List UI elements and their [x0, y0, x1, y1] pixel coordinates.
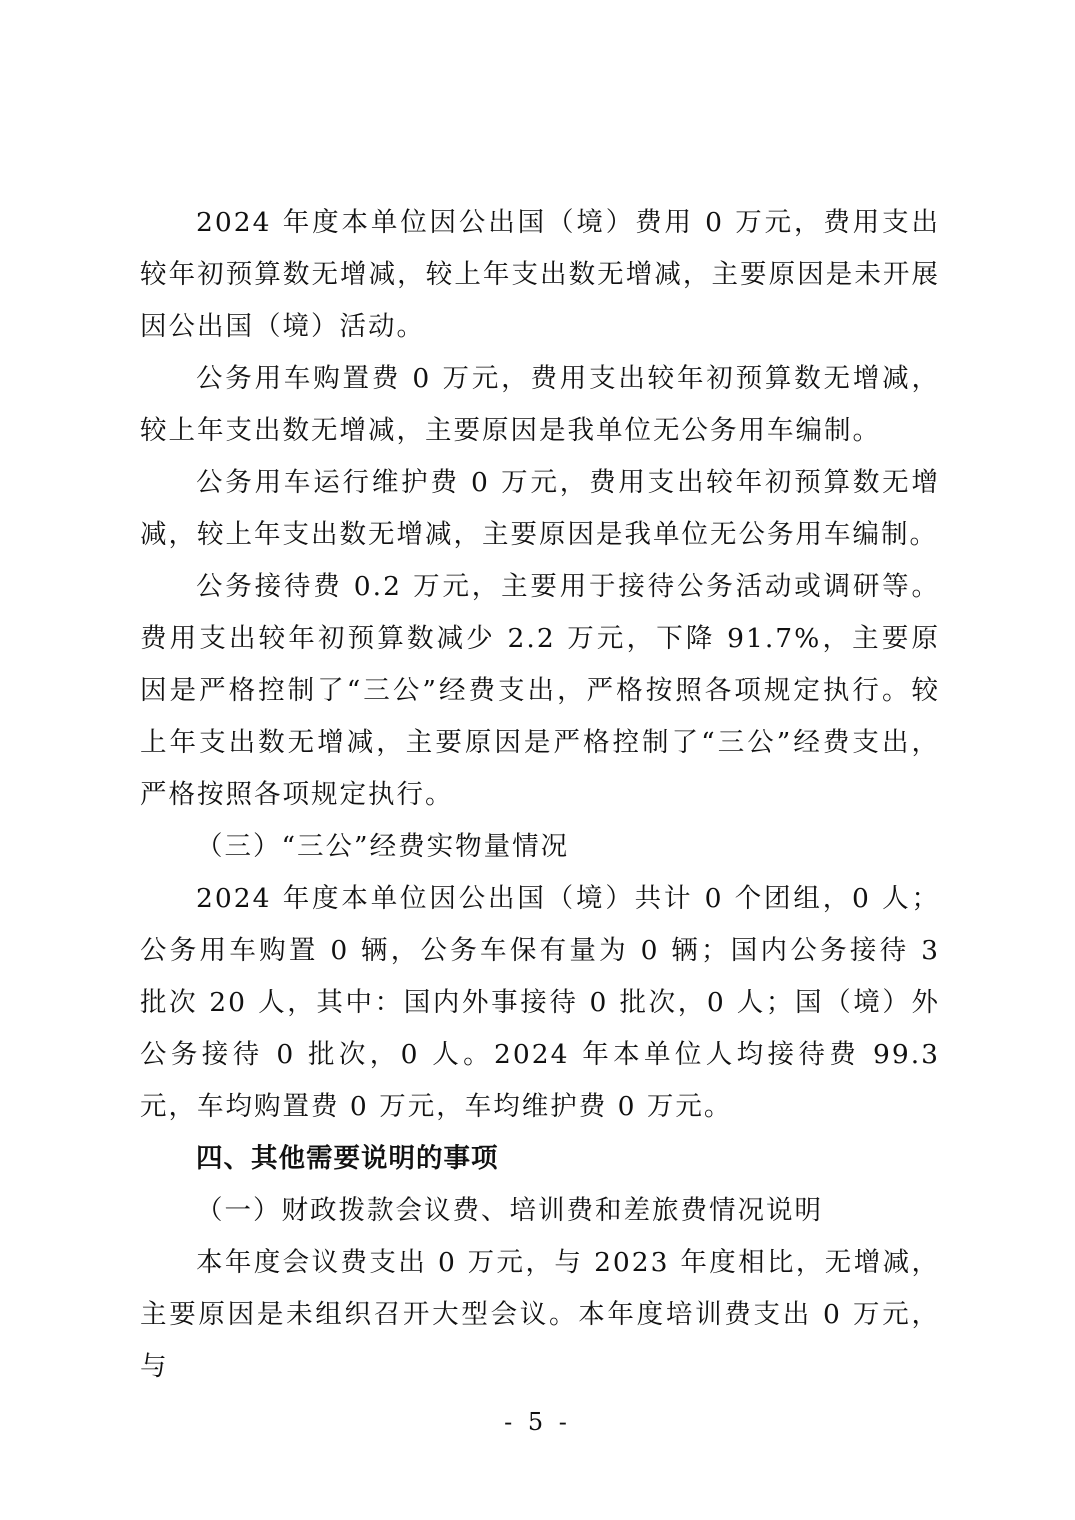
- paragraph-vehicle-maintenance: 公务用车运行维护费 0 万元，费用支出较年初预算数无增减，较上年支出数无增减，主要原因是我单位无公务用车编制。: [140, 467, 940, 550]
- section-heading-other-matters: 四、其他需要说明的事项: [196, 1143, 499, 1174]
- paragraph-vehicle-purchase: 公务用车购置费 0 万元，费用支出较年初预算数无增减，较上年支出数无增减，主要原因是我单位无公务用车编制。: [140, 363, 940, 446]
- page-number: - 5 -: [504, 1408, 571, 1436]
- paragraph-overseas-travel: 2024 年度本单位因公出国（境）费用 0 万元，费用支出较年初预算数无增减，较上年支出数无增减，主要原因是未开展因公出国（境）活动。: [140, 207, 940, 342]
- subheading-meeting-training-travel: （一）财政拨款会议费、培训费和差旅费情况说明: [196, 1195, 823, 1226]
- paragraph-physical-quantity: 2024 年度本单位因公出国（境）共计 0 个团组，0 人；公务用车购置 0 辆，公务车保有量为 0 辆；国内公务接待 3 批次 20 人，其中：国内外事接待 0 批次，0 人；国（境）外公务接待 0 批次，0 人。2024 年本单位人均接待费 99.3 元，车均购置费 0 万元，车均维护费 0 万元。: [140, 883, 940, 1122]
- document-body: [140, 197, 940, 1393]
- paragraph-reception-expense: 公务接待费 0.2 万元，主要用于接待公务活动或调研等。费用支出较年初预算数减少 2.2 万元，下降 91.7%，主要原因是严格控制了“三公”经费支出，严格按照各项规定执行。较上年支出数无增减，主要原因是严格控制了“三公”经费支出，严格按照各项规定执行。: [140, 571, 940, 810]
- paragraph-meeting-training: 本年度会议费支出 0 万元，与 2023 年度相比，无增减，主要原因是未组织召开大型会议。本年度培训费支出 0 万元，与: [140, 1247, 940, 1382]
- subheading-physical-quantity: （三）“三公”经费实物量情况: [196, 831, 570, 862]
